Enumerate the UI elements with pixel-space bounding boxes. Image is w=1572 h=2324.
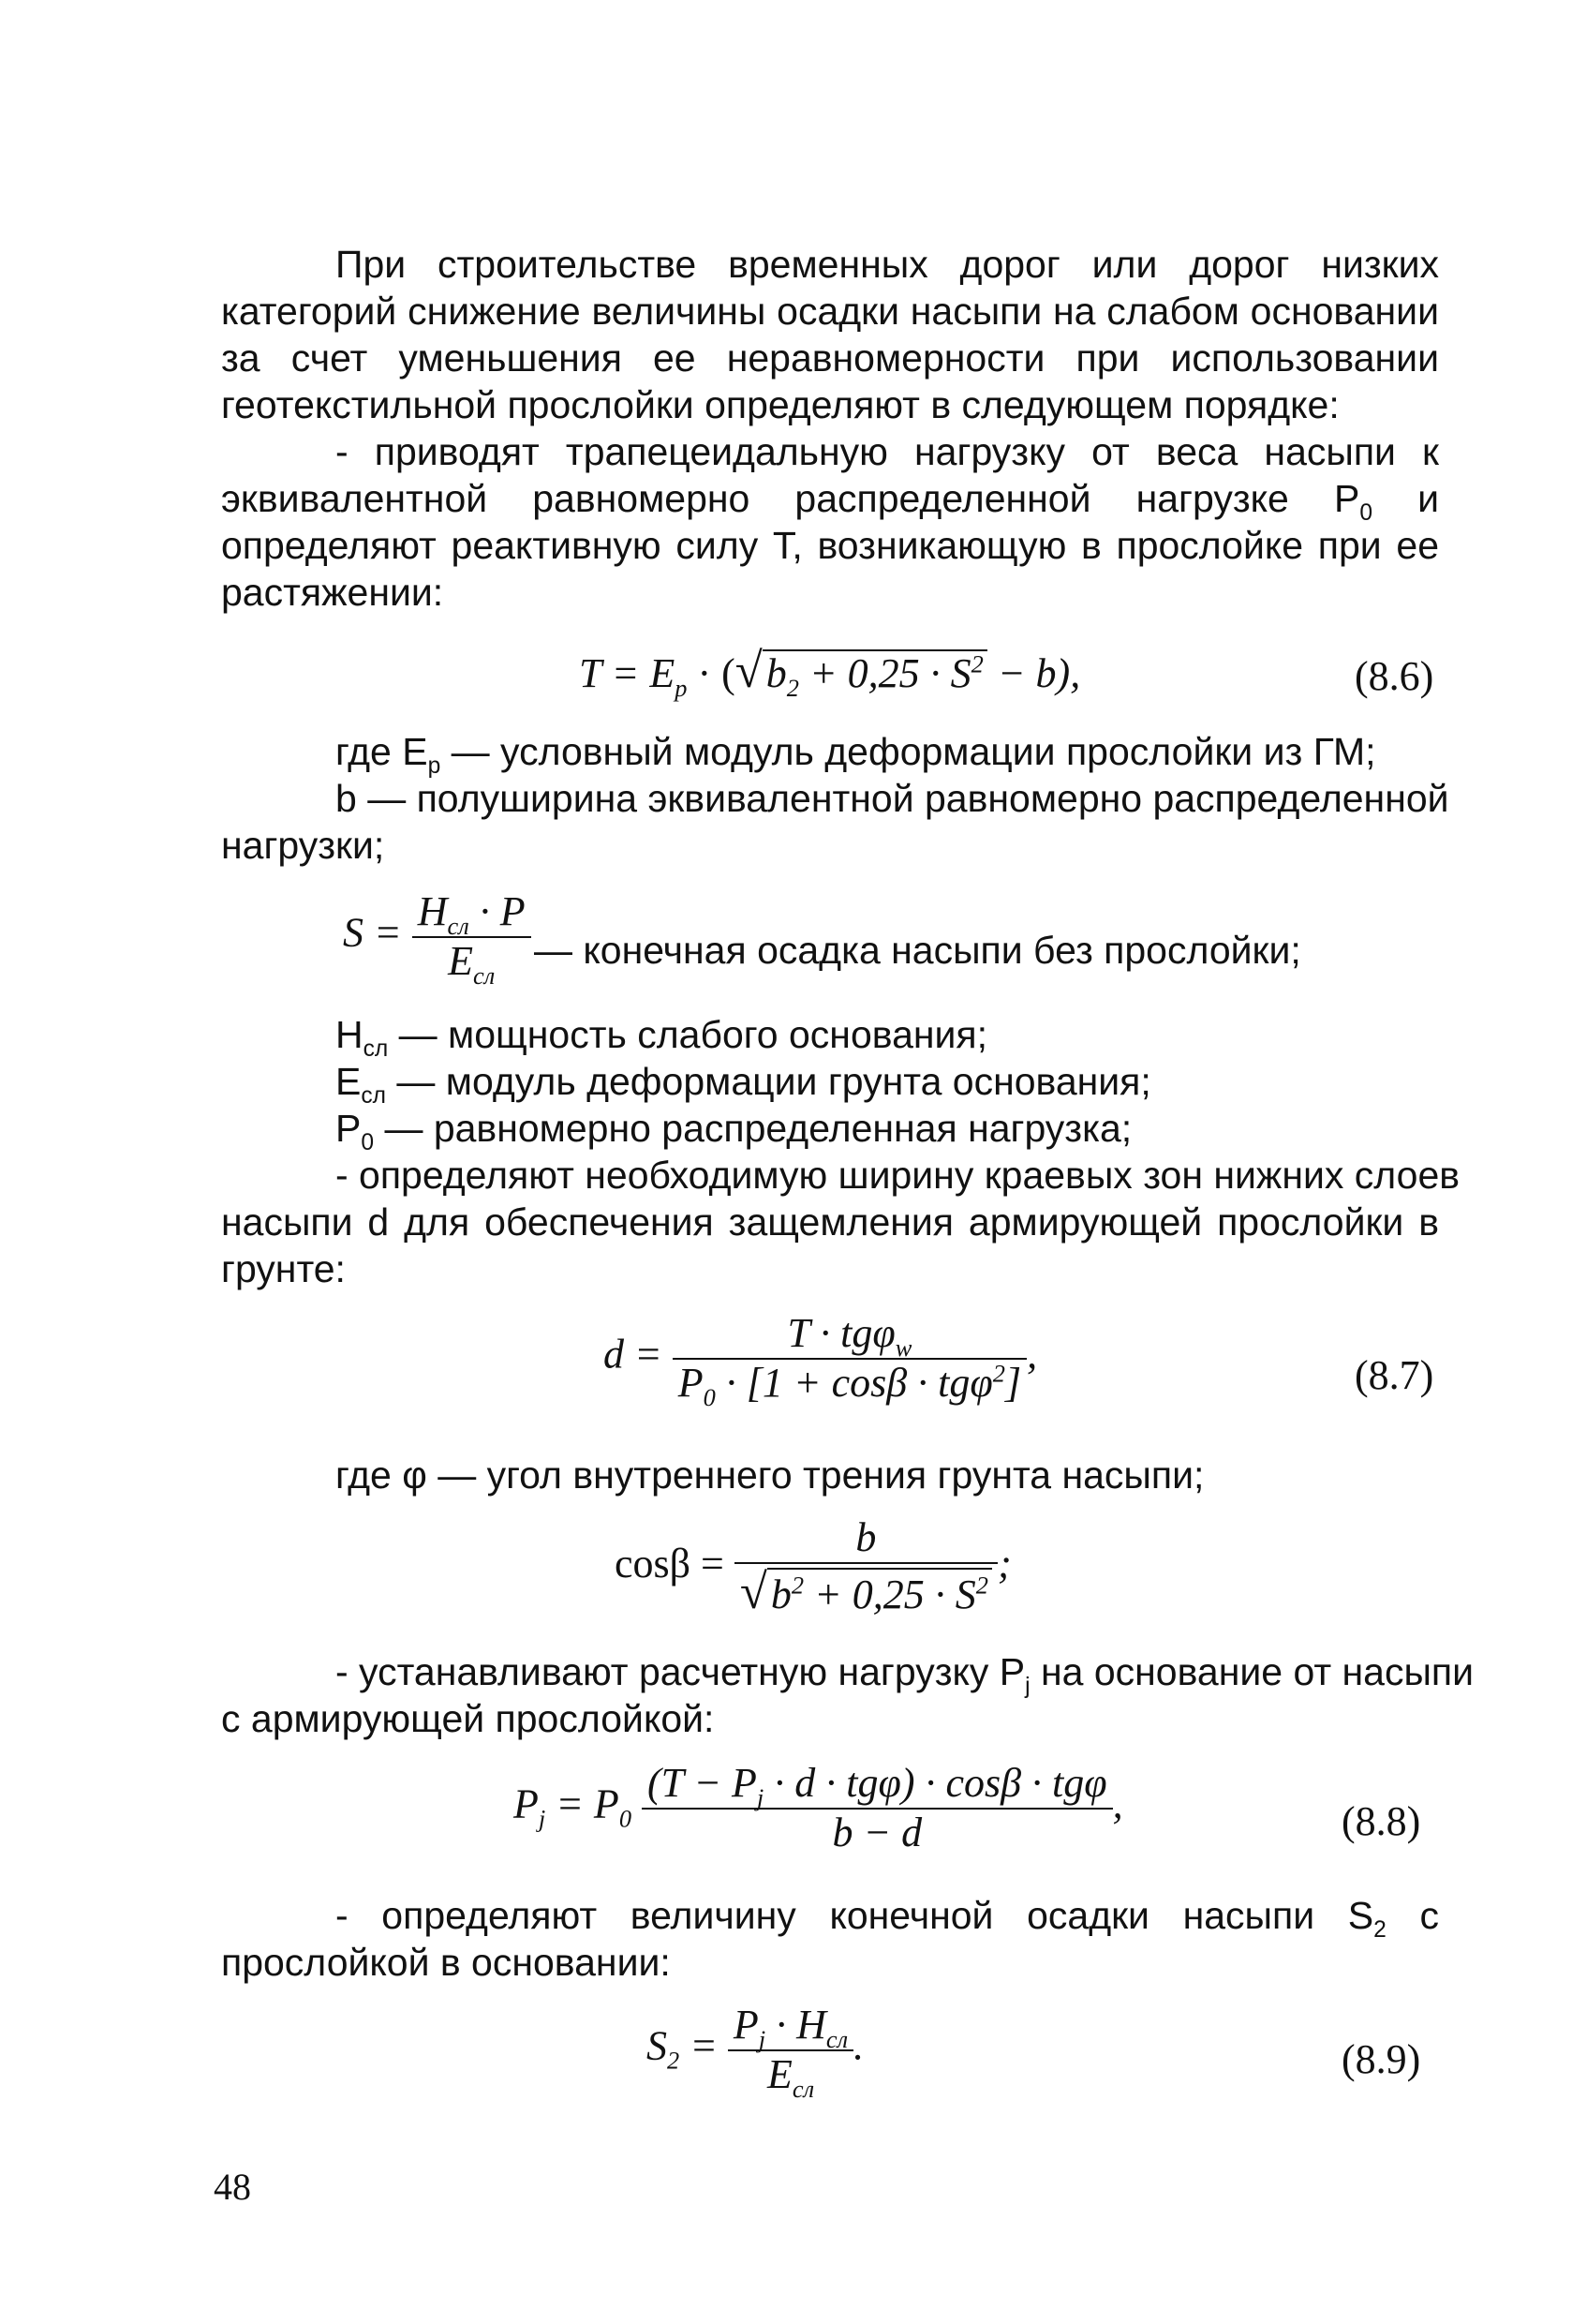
- subscript: p: [427, 753, 441, 780]
- definition-line: где φ — угол внутреннего трения грунта насыпи;: [335, 1453, 1205, 1497]
- numerator: [728, 2002, 853, 2053]
- eq-text: + 0,25 · S: [798, 650, 971, 696]
- text-fragment: — равномерно распределенная нагрузка;: [374, 1107, 1133, 1150]
- eq-text: .: [853, 2022, 865, 2069]
- step-line: [335, 1891, 1439, 1944]
- text-fragment: с: [1386, 1894, 1439, 1937]
- eq-text: · d · tgφ) · cosβ · tgφ: [764, 1760, 1107, 1806]
- subscript: сл: [363, 1036, 389, 1063]
- eq-text: b: [770, 1571, 792, 1617]
- text-fragment: эквивалентной равномерно распределенной нагрузке P: [221, 477, 1360, 520]
- step-line: - определяют необходимую ширину краевых зон нижних слоев: [335, 1154, 1461, 1197]
- text-fragment: — модуль деформации грунта основания;: [386, 1060, 1151, 1103]
- step-line: [335, 1647, 1475, 1700]
- radicand: [767, 1568, 992, 1619]
- radicand: [763, 649, 987, 702]
- subscript: сл: [825, 2024, 849, 2053]
- text-fragment: — условный модуль деформации прослойки из ГМ;: [440, 730, 1376, 773]
- fraction: [642, 1760, 1113, 1856]
- eq-text: E: [448, 937, 473, 984]
- eq-text: P: [677, 1359, 704, 1406]
- eq-text: S: [646, 2022, 667, 2069]
- subscript: сл: [472, 961, 496, 990]
- fraction: [734, 1514, 998, 1620]
- sqrt-icon: √: [739, 1564, 767, 1619]
- eq-text: ,: [1027, 1331, 1038, 1378]
- definition-line: [335, 1104, 1133, 1156]
- superscript: 2: [791, 1570, 805, 1599]
- subscript: 2: [786, 673, 799, 702]
- subscript: 2: [1373, 1917, 1387, 1944]
- definition-line: нагрузки;: [221, 824, 385, 867]
- subscript: 0: [1359, 500, 1372, 527]
- eq-text: ,: [1112, 1780, 1123, 1827]
- numerator: [673, 1310, 1027, 1362]
- equation-8-9: [646, 2002, 865, 2103]
- subscript: j: [756, 1782, 764, 1811]
- fraction: [412, 888, 531, 990]
- denominator: [642, 1810, 1113, 1857]
- subscript: сл: [361, 1083, 387, 1110]
- subscript: j: [1025, 1674, 1031, 1700]
- definition-line: [335, 1057, 1151, 1110]
- eq-text: ]: [1004, 1359, 1022, 1406]
- eq-text: S =: [343, 909, 402, 956]
- paragraph-line: категорий снижение величины осадки насыпи на слабом основании: [221, 290, 1439, 333]
- subscript: 0: [618, 1804, 632, 1833]
- eq-text: b: [765, 650, 787, 696]
- text-fragment: на основание от насыпи: [1030, 1650, 1475, 1693]
- eq-text: + 0,25 · S: [804, 1571, 976, 1617]
- subscript: p: [675, 673, 688, 702]
- eq-text: P: [513, 1780, 539, 1827]
- fraction: [673, 1310, 1027, 1411]
- page-number: 48: [214, 2166, 251, 2208]
- step-line: насыпи d для обеспечения защемления армирующей прослойки в: [221, 1200, 1439, 1244]
- paragraph-line: При строительстве временных дорог или дорог низких: [335, 243, 1439, 286]
- eq-text: = P: [545, 1780, 619, 1827]
- subscript: 0: [361, 1130, 375, 1156]
- paragraph-line: за счет уменьшения ее неравномерности при использовании: [221, 336, 1439, 380]
- equation-cos-beta: [615, 1514, 1012, 1620]
- fraction: [728, 2002, 853, 2103]
- step-line: - приводят трапецеидальную нагрузку от веса насыпи к: [335, 430, 1439, 473]
- eq-text: ;: [997, 1540, 1012, 1587]
- subscript: 2: [667, 2046, 680, 2075]
- equation-number: (8.7): [1355, 1352, 1434, 1398]
- eq-text: T = E: [579, 650, 675, 696]
- numerator: [642, 1760, 1113, 1811]
- eq-text: · [1 + cosβ · tgφ: [715, 1359, 993, 1406]
- eq-text: b − d: [832, 1809, 923, 1855]
- eq-text: · H: [765, 2002, 826, 2048]
- equation-s: [343, 888, 531, 990]
- text-fragment: H: [335, 1013, 363, 1056]
- eq-text: d =: [603, 1331, 662, 1378]
- equation-8-8: [513, 1760, 1123, 1856]
- definition-line: — конечная осадка насыпи без прослойки;: [534, 929, 1301, 972]
- denominator: [734, 1564, 998, 1621]
- numerator: [412, 888, 531, 940]
- step-line: с армирующей прослойкой:: [221, 1697, 715, 1740]
- equation-number: (8.6): [1355, 653, 1434, 699]
- subscript: w: [895, 1333, 912, 1362]
- definition-line: b — полуширина эквивалентной равномерно распределенной: [335, 777, 1449, 820]
- subscript: сл: [447, 911, 469, 940]
- subscript: 0: [703, 1382, 716, 1411]
- equation-8-7: [603, 1310, 1038, 1411]
- denominator: [728, 2050, 853, 2103]
- step-line: растяжении:: [221, 571, 444, 614]
- denominator: [673, 1358, 1027, 1411]
- denominator: [412, 937, 531, 990]
- step-line: грунте:: [221, 1247, 346, 1290]
- step-line: [221, 474, 1440, 527]
- eq-text: − b),: [986, 650, 1081, 696]
- eq-text: H: [417, 888, 448, 934]
- eq-text: P: [733, 2002, 759, 2048]
- text-fragment: E: [335, 1060, 362, 1103]
- eq-text: · (: [687, 650, 735, 696]
- eq-text: E: [766, 2050, 793, 2097]
- text-fragment: - определяют величину конечной осадки насыпи S: [335, 1894, 1374, 1937]
- subscript: j: [758, 2024, 766, 2053]
- text-fragment: и: [1372, 477, 1440, 520]
- eq-text: b: [855, 1514, 877, 1560]
- equation-number: (8.8): [1342, 1798, 1421, 1844]
- eq-text: (T − P: [647, 1760, 757, 1806]
- text-fragment: P: [335, 1107, 362, 1150]
- paragraph-line: геотекстильной прослойки определяют в следующем порядке:: [221, 383, 1340, 426]
- step-line: прослойкой в основании:: [221, 1941, 671, 1984]
- definition-line: [335, 1010, 988, 1063]
- text-fragment: - устанавливают расчетную нагрузку P: [335, 1650, 1026, 1693]
- subscript: сл: [792, 2074, 815, 2103]
- sqrt-icon: √: [734, 644, 763, 698]
- subscript: j: [538, 1804, 546, 1833]
- superscript: 2: [975, 1570, 988, 1599]
- eq-text: =: [679, 2022, 718, 2069]
- numerator: [734, 1514, 998, 1562]
- superscript: 2: [971, 649, 984, 678]
- eq-text: T · tgφ: [787, 1310, 896, 1356]
- text-fragment: где E: [335, 730, 428, 773]
- equation-8-6: [579, 644, 1081, 702]
- superscript: 2: [992, 1358, 1005, 1387]
- step-line: определяют реактивную силу T, возникающую в прослойке при ее: [221, 524, 1439, 567]
- definition-line: [335, 727, 1376, 780]
- eq-text: cosβ =: [615, 1540, 724, 1587]
- eq-text: · P: [468, 888, 526, 934]
- equation-number: (8.9): [1342, 2036, 1421, 2082]
- text-fragment: — мощность слабого основания;: [388, 1013, 988, 1056]
